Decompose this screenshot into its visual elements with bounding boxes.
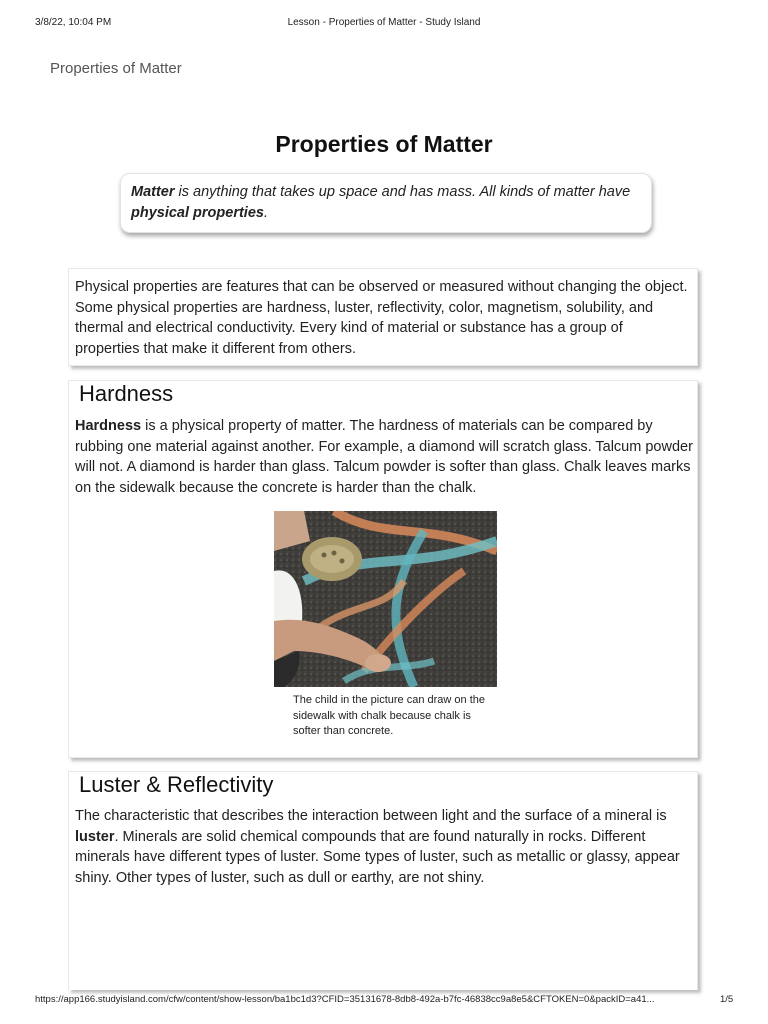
hardness-heading: Hardness <box>79 381 174 406</box>
photo-caption: The child in the picture can draw on the sidewalk with chalk because chalk is softer than concrete. <box>293 694 486 737</box>
print-header <box>0 17 768 31</box>
callout-text-before: is anything that takes up space and has mass. All kinds of matter have <box>174 184 631 200</box>
luster-term: luster <box>75 828 115 845</box>
luster-text-after: . Minerals are solid chemical compounds that are found naturally in rocks. Different minerals have different types of luster. Some types of luster, such as metallic or glassy, appear shiny. Other types of luster, such as dull or earthy, are not shiny. <box>75 828 680 886</box>
intro-paragraph: Physical properties are features that can be observed or measured without changing the object. Some physical properties are hardness, luster, reflectivity, color, magnetism, solubility, and thermal and electrical conductivity. Every kind of material or substance has a group of properties that make it different from others. <box>75 279 688 357</box>
hardness-paragraph <box>75 416 697 498</box>
callout-text-after: . <box>263 205 268 221</box>
intro-section <box>68 268 698 366</box>
print-url: https://app166.studyisland.com/cfw/content/show-lesson/ba1bc1d3?CFID=35131678-8db8-492a-b7fc-46838cc9a8e5&CFTOKEN=0&packID=a41... <box>35 994 655 1005</box>
definition-callout <box>120 173 652 233</box>
print-page-title: Lesson - Properties of Matter - Study Island <box>287 17 481 28</box>
lesson-name: Properties of Matter <box>50 60 182 77</box>
page-title: Properties of Matter <box>275 131 493 157</box>
hardness-term: Hardness <box>75 418 142 434</box>
print-footer <box>0 994 768 1008</box>
luster-text-before: The characteristic that describes the interaction between light and the surface of a mineral is <box>75 808 667 824</box>
hardness-section <box>68 380 698 758</box>
hardness-text: is a physical property of matter. The hardness of materials can be compared by rubbing one material against another. For example, a diamond will scratch glass. Talcum powder will not. A diamond is harder than glass. Talcum powder is softer than glass. Chalk leaves marks on the sidewalk because the concrete is harder than the chalk. <box>75 418 693 496</box>
print-date: 3/8/22, 10:04 PM <box>35 17 112 28</box>
print-page-number: 1/5 <box>720 994 734 1005</box>
chalk-drawing-photo <box>274 511 497 687</box>
luster-section <box>68 771 698 990</box>
luster-heading: Luster & Reflectivity <box>79 772 274 797</box>
luster-paragraph <box>75 806 697 888</box>
callout-term: Matter <box>131 184 175 200</box>
callout-term2: physical properties <box>131 205 264 221</box>
